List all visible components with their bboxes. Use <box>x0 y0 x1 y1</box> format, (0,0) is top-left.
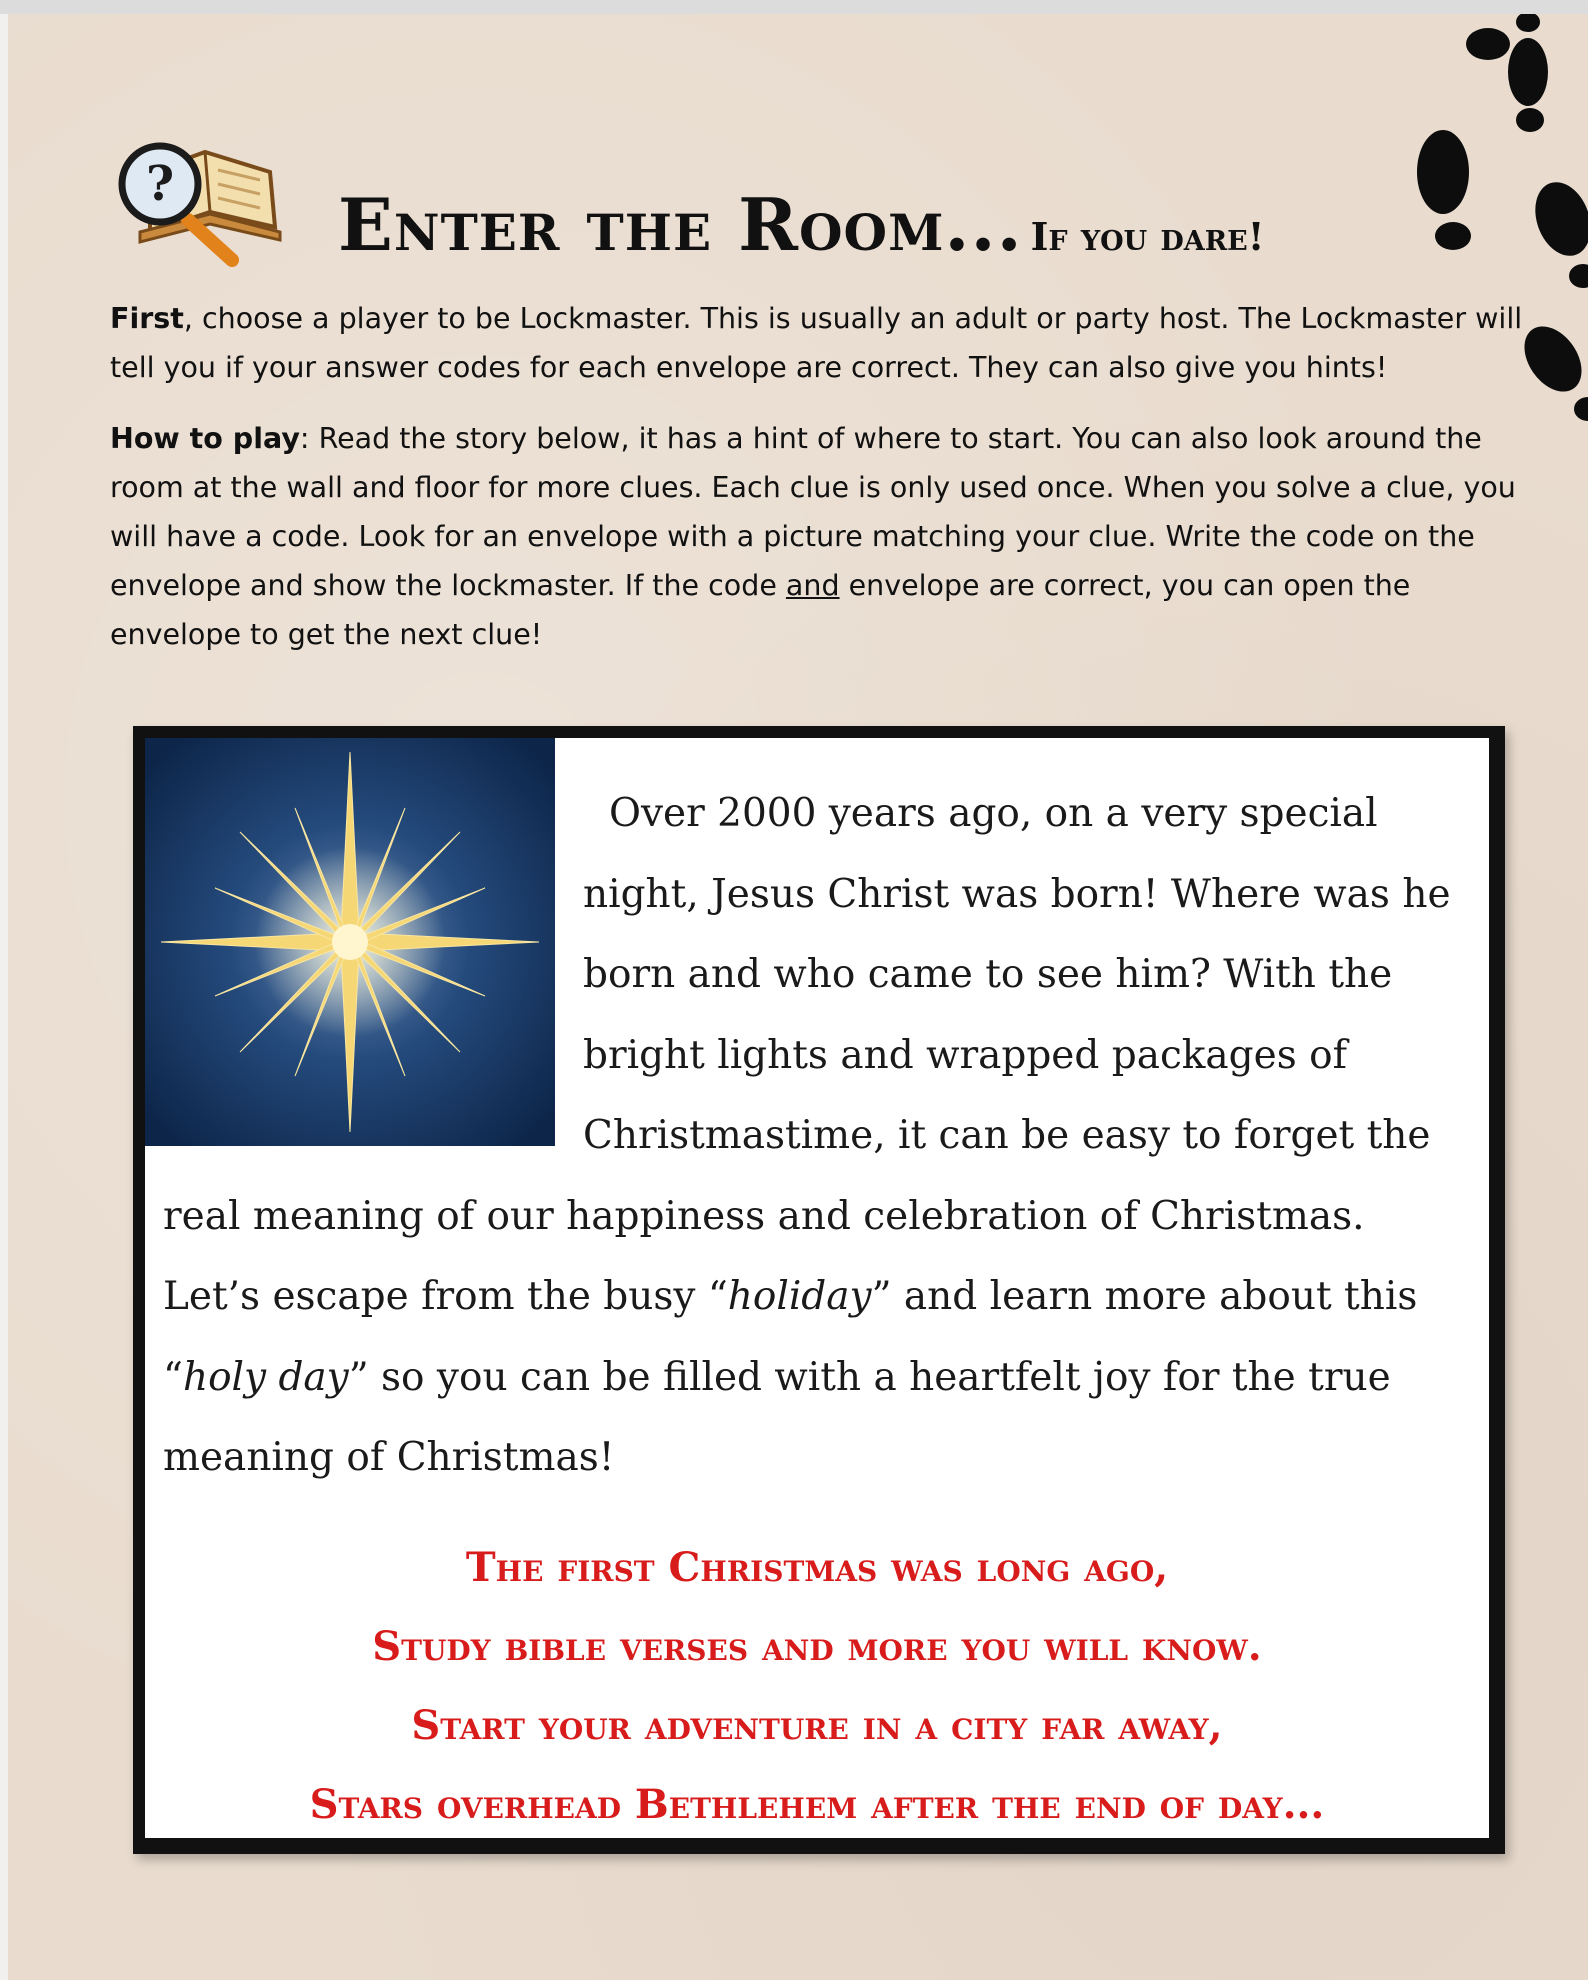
story-part3: ” so you can be filled with a heartfelt joy for the true meaning of Christmas! <box>163 1354 1391 1480</box>
clue-poem <box>145 1528 1489 1838</box>
howto-text-b: envelope are correct, you can open the envelope to get the next clue! <box>110 569 1411 651</box>
svg-text:?: ? <box>145 156 175 212</box>
story-holy-day: holy day <box>182 1354 349 1400</box>
poem-line: The first Christmas was long ago, <box>465 1544 1169 1591</box>
document-page <box>8 14 1588 1980</box>
story-frame <box>133 726 1505 1854</box>
first-paragraph <box>110 294 1540 392</box>
poem-line: Stars overhead Bethlehem after the end of day... <box>309 1781 1325 1828</box>
story-part1: Over 2000 years ago, on a very special night, Jesus Christ was born! Where was he born and who came to see him? With the bright lights and wrapped packages of Christmastime, it can be easy to forget the real meaning of our happiness and celebration of Christmas. Let’s escape from the busy “ <box>163 791 1451 1319</box>
title-main: Enter the Room... <box>338 182 1023 267</box>
first-label: First <box>110 302 184 335</box>
book-magnifier-icon <box>110 132 282 272</box>
poem-line: Study bible verses and more you will know. <box>372 1623 1262 1670</box>
viewer-top-bar <box>0 0 1588 14</box>
poem-line: Start your adventure in a city far away, <box>411 1702 1223 1749</box>
story-part2: ” and learn more about this “ <box>163 1274 1418 1400</box>
how-to-play-paragraph <box>110 414 1540 659</box>
howto-label: How to play <box>110 422 300 455</box>
howto-underlined: and <box>785 569 840 602</box>
story-text <box>163 774 1473 1499</box>
title-sub: If you dare! <box>1030 214 1265 259</box>
first-text: , choose a player to be Lockmaster. This is usually an adult or party host. The Lockmaster will tell you if your answer codes for each envelope are correct. They can also give you hints! <box>110 302 1523 384</box>
page-title <box>338 182 1358 272</box>
howto-text-a: : Read the story below, it has a hint of where to start. You can also look around the room at the wall and floor for more clues. Each clue is only used once. When you solve a clue, you will have a code. Look for an envelope with a picture matching your clue. Write the code on the envelope and show the lockmaster. If the code <box>110 422 1516 602</box>
story-box <box>145 738 1489 1838</box>
story-holiday: holiday <box>727 1274 872 1319</box>
